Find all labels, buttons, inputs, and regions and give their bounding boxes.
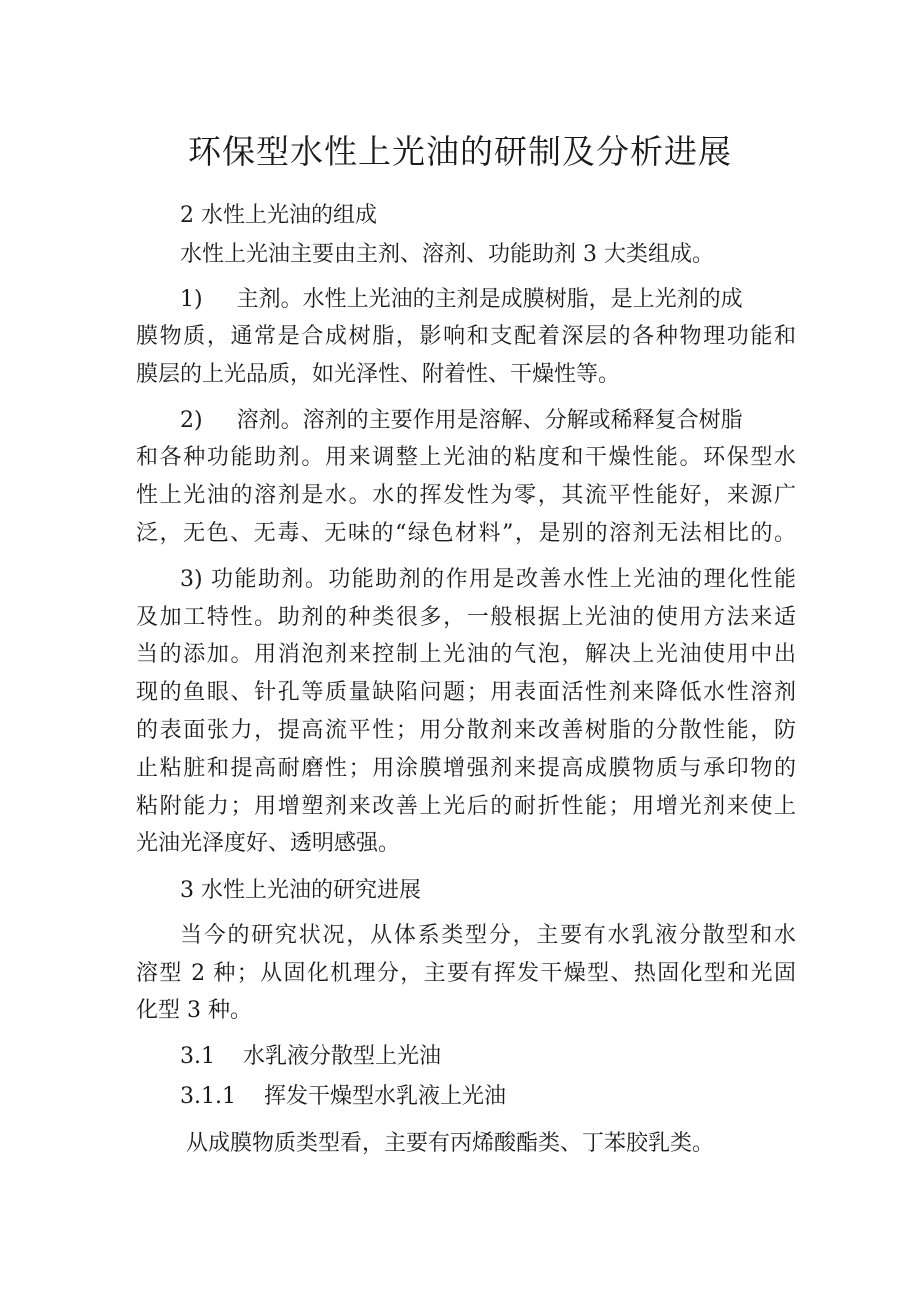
item-1-line-2: 膜物质，通常是合成树脂，影响和支配着深层的各种物理功能和 [136,324,796,349]
section-3-1-text: 水乳液分散型上光油 [243,1044,442,1069]
item-3-line-5: 的表面张力，提高流平性；用分散剂来改善树脂的分散性能，防 [136,718,796,743]
section-3-para-line-2: 溶型 2 种；从固化机理分，主要有挥发干燥型、热固化型和光固 [136,961,796,986]
item-3-line-3: 当的添加。用消泡剂来控制上光油的气泡，解决上光油使用中出 [136,642,796,667]
section-3-1-1-text: 挥发干燥型水乳液上光油 [263,1084,506,1109]
item-3-line-1: 3) 功能助剂。功能助剂的作用是改善水性上光油的理化性能 [180,567,796,592]
item-2-line-4: 泛，无色、无毒、无味的“绿色材料”，是别的溶剂无法相比的。 [136,521,796,546]
item-2-number: 2) [180,408,203,433]
item-1-line-1 [180,283,796,317]
item-3-line-7: 粘附能力；用增塑剂来改善上光后的耐折性能；用增光剂来使上 [136,794,796,819]
section-2-heading: 2 水性上光油的组成 [180,203,377,228]
section-2-intro: 水性上光油主要由主剂、溶剂、功能助剂 3 大类组成。 [180,242,714,267]
item-3-line-6: 止粘脏和提高耐磨性；用涂膜增强剂来提高成膜物质与承印物的 [136,756,796,781]
item-3-line-2: 及加工特性。助剂的种类很多，一般根据上光油的使用方法来适 [136,605,796,630]
item-3-line-4: 现的鱼眼、针孔等质量缺陷问题；用表面活性剂来降低水性溶剂 [136,680,796,705]
section-3-1-1-heading [180,1080,796,1114]
section-3-1-heading [180,1040,796,1074]
document-title: 环保型水性上光油的研制及分析进展 [188,132,732,171]
section-3-1-1-number: 3.1.1 [180,1084,236,1109]
item-2-text: 溶剂。溶剂的主要作用是溶解、分解或稀释复合树脂 [236,408,743,433]
section-3-1-1-para: 从成膜物质类型看，主要有丙烯酸酯类、丁苯胶乳类。 [186,1131,715,1156]
section-3-1-number: 3.1 [180,1044,215,1069]
section-3-para-line-1: 当今的研究状况，从体系类型分，主要有水乳液分散型和水 [180,923,796,948]
item-1-number: 1) [180,287,203,312]
section-3-para-line-3: 化型 3 种。 [136,998,252,1023]
section-3-heading: 3 水性上光油的研究进展 [180,878,421,903]
item-2-line-2: 和各种功能助剂。用来调整上光油的粘度和干燥性能。环保型水 [136,445,796,470]
item-2-line-3: 性上光油的溶剂是水。水的挥发性为零，其流平性能好，来源广 [136,483,796,508]
item-3-line-8: 光油光泽度好、透明感强。 [136,831,401,856]
item-1-text: 主剂。水性上光油的主剂是成膜树脂，是上光剂的成 [236,287,743,312]
item-1-line-3: 膜层的上光品质，如光泽性、附着性、干燥性等。 [136,362,621,387]
item-2-line-1 [180,404,796,438]
